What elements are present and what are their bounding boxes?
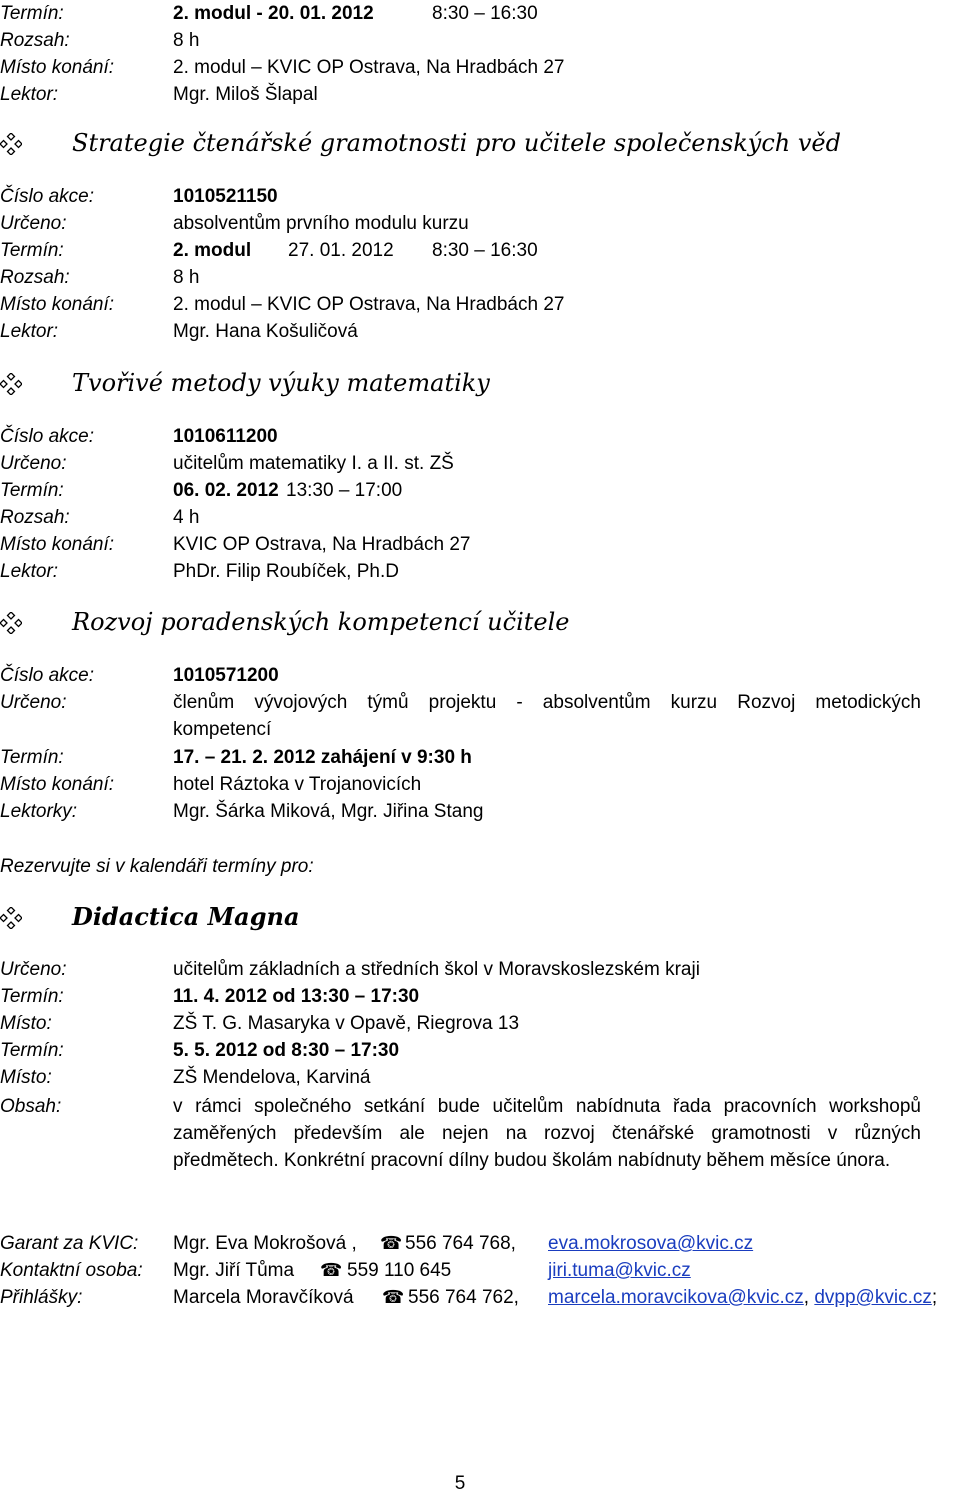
phone-icon: ☎ <box>382 1287 405 1308</box>
termin-label: Termín: <box>0 1040 64 1061</box>
cislo-value: 1010521150 <box>173 186 278 207</box>
termin-value: 11. 4. 2012 od 13:30 – 17:30 <box>173 986 420 1007</box>
prihlasky-emails <box>548 1284 937 1311</box>
misto-value: hotel Ráztoka v Trojanovicích <box>173 774 422 795</box>
garant-email-link[interactable]: eva.mokrosova@kvic.cz <box>548 1233 754 1254</box>
termin-value: 27. 01. 2012 <box>288 240 394 261</box>
contact-row-prihlasky <box>0 1284 960 1311</box>
info-row-termin <box>0 983 960 1010</box>
cislo-value: 1010611200 <box>173 426 278 447</box>
termin-label: Termín: <box>0 986 64 1007</box>
misto-value: 2. modul – KVIC OP Ostrava, Na Hradbách 27 <box>173 57 565 78</box>
garant-phone: 556 764 768, <box>405 1233 516 1254</box>
prihlasky-label: Přihlášky: <box>0 1287 83 1308</box>
termin-label: Termín: <box>0 480 64 501</box>
termin-value: 17. – 21. 2. 2012 zahájení v 9:30 h <box>173 747 472 768</box>
lektor-label: Lektorky: <box>0 801 78 822</box>
reserve-note <box>0 853 960 880</box>
cislo-label: Číslo akce: <box>0 186 94 207</box>
page-number: 5 <box>454 1473 466 1494</box>
info-row-lektor <box>0 81 960 108</box>
rozsah-value: 8 h <box>173 267 200 288</box>
urceno-label: Určeno: <box>0 213 67 234</box>
lektor-value: Mgr. Hana Košuličová <box>173 321 358 342</box>
info-row-termin <box>0 237 960 264</box>
termin-label: Termín: <box>0 240 64 261</box>
urceno-value: učitelům základních a středních škol v Moravskoslezském kraji <box>173 959 700 980</box>
info-row-cislo <box>0 662 960 689</box>
rozsah-label: Rozsah: <box>0 267 70 288</box>
misto-value: 2. modul – KVIC OP Ostrava, Na Hradbách 27 <box>173 294 565 315</box>
misto-label: Místo konání: <box>0 294 115 315</box>
info-row-misto <box>0 54 960 81</box>
rozsah-value: 4 h <box>173 507 200 528</box>
misto-label: Místo konání: <box>0 57 115 78</box>
info-row-termin <box>0 744 960 771</box>
info-row-misto <box>0 1010 960 1037</box>
reserve-note-text: Rezervujte si v kalendáři termíny pro: <box>0 856 314 877</box>
info-row-misto <box>0 771 960 798</box>
misto-label: Místo: <box>0 1013 52 1034</box>
info-row-lektor <box>0 318 960 345</box>
info-row-misto <box>0 291 960 318</box>
info-row-obsah <box>0 1093 960 1203</box>
kontakt-phone: 559 110 645 <box>347 1260 452 1281</box>
prihlasky-phone: 556 764 762, <box>408 1287 519 1308</box>
contact-row-garant <box>0 1230 960 1257</box>
course-title: Strategie čtenářské gramotnosti pro učitele společenských věd <box>72 129 841 157</box>
course-title: Rozvoj poradenských kompetencí učitele <box>72 608 570 636</box>
kontakt-name: Mgr. Jiří Tůma <box>173 1260 295 1281</box>
info-row-lektor <box>0 798 960 825</box>
info-row-rozsah <box>0 27 960 54</box>
misto-value: KVIC OP Ostrava, Na Hradbách 27 <box>173 534 471 555</box>
garant-label: Garant za KVIC: <box>0 1233 139 1254</box>
diamond-bullet-icon <box>0 612 22 634</box>
termin-label: Termín: <box>0 3 64 24</box>
misto-value: ZŠ T. G. Masaryka v Opavě, Riegrova 13 <box>173 1013 520 1034</box>
info-row-urceno <box>0 689 960 743</box>
rozsah-label: Rozsah: <box>0 507 70 528</box>
phone-icon: ☎ <box>380 1233 403 1254</box>
cislo-value: 1010571200 <box>173 665 279 686</box>
info-row-urceno <box>0 956 960 983</box>
lektor-value: PhDr. Filip Roubíček, Ph.D <box>173 561 399 582</box>
urceno-label: Určeno: <box>0 959 67 980</box>
prihlasky-email-link[interactable]: marcela.moravcikova@kvic.cz <box>548 1287 804 1308</box>
misto-label: Místo konání: <box>0 534 115 555</box>
course-title: Tvořivé metody výuky matematiky <box>72 369 490 397</box>
lektor-label: Lektor: <box>0 561 59 582</box>
dvpp-email-link[interactable]: dvpp@kvic.cz <box>814 1287 932 1308</box>
obsah-value: v rámci společného setkání bude učitelům nabídnuta řada pracovních workshopů zaměřených především ale nejen na rozvoj čtenářské gramotnosti v různých předmětech. Konkrétní pracovní dílny budou školám nabídnuty během měsíce února. <box>173 1096 921 1171</box>
info-row-termin <box>0 0 960 27</box>
termin-time: 13:30 – 17:00 <box>286 480 403 501</box>
info-row-urceno <box>0 450 960 477</box>
prihlasky-name: Marcela Moravčíková <box>173 1287 354 1308</box>
lektor-value: Mgr. Miloš Šlapal <box>173 84 318 105</box>
misto-label: Místo: <box>0 1067 52 1088</box>
info-row-misto <box>0 531 960 558</box>
termin-time: 8:30 – 16:30 <box>432 3 538 24</box>
garant-name: Mgr. Eva Mokrošová , <box>173 1233 357 1254</box>
info-row-cislo <box>0 183 960 210</box>
misto-value: ZŠ Mendelova, Karviná <box>173 1067 371 1088</box>
termin-date: 06. 02. 2012 <box>173 480 279 501</box>
lektor-value: Mgr. Šárka Miková, Mgr. Jiřina Stang <box>173 801 484 822</box>
info-row-termin <box>0 1037 960 1064</box>
rozsah-label: Rozsah: <box>0 30 70 51</box>
course-title: Didactica Magna <box>72 902 300 931</box>
urceno-label: Určeno: <box>0 692 67 713</box>
rozsah-value: 8 h <box>173 30 200 51</box>
email-separator: , <box>803 1287 810 1308</box>
termin-value: 2. modul - 20. 01. 2012 <box>173 3 374 24</box>
kontakt-email-link[interactable]: jiri.tuma@kvic.cz <box>548 1260 691 1281</box>
urceno-label: Určeno: <box>0 453 67 474</box>
info-row-rozsah <box>0 264 960 291</box>
diamond-bullet-icon <box>0 373 22 395</box>
misto-label: Místo konání: <box>0 774 115 795</box>
diamond-bullet-icon <box>0 133 22 155</box>
phone-icon: ☎ <box>320 1260 343 1281</box>
termin-module: 2. modul <box>173 240 252 261</box>
urceno-value: členům vývojových týmů projektu - absolventům kurzu Rozvoj metodických kompetencí <box>173 692 921 740</box>
lektor-label: Lektor: <box>0 84 59 105</box>
termin-time: 8:30 – 16:30 <box>432 240 538 261</box>
termin-value: 5. 5. 2012 od 8:30 – 17:30 <box>173 1040 400 1061</box>
info-row-urceno <box>0 210 960 237</box>
diamond-bullet-icon <box>0 907 22 929</box>
urceno-value: učitelům matematiky I. a II. st. ZŠ <box>173 453 454 474</box>
cislo-label: Číslo akce: <box>0 665 94 686</box>
info-row-termin <box>0 477 960 504</box>
contact-row-kontakt <box>0 1257 960 1284</box>
info-row-misto <box>0 1064 960 1091</box>
info-row-lektor <box>0 558 960 585</box>
termin-label: Termín: <box>0 747 64 768</box>
info-row-cislo <box>0 423 960 450</box>
info-row-rozsah <box>0 504 960 531</box>
obsah-label: Obsah: <box>0 1096 62 1117</box>
email-end: ; <box>931 1287 938 1308</box>
lektor-label: Lektor: <box>0 321 59 342</box>
cislo-label: Číslo akce: <box>0 426 94 447</box>
kontakt-label: Kontaktní osoba: <box>0 1260 143 1281</box>
urceno-value: absolventům prvního modulu kurzu <box>173 213 469 234</box>
